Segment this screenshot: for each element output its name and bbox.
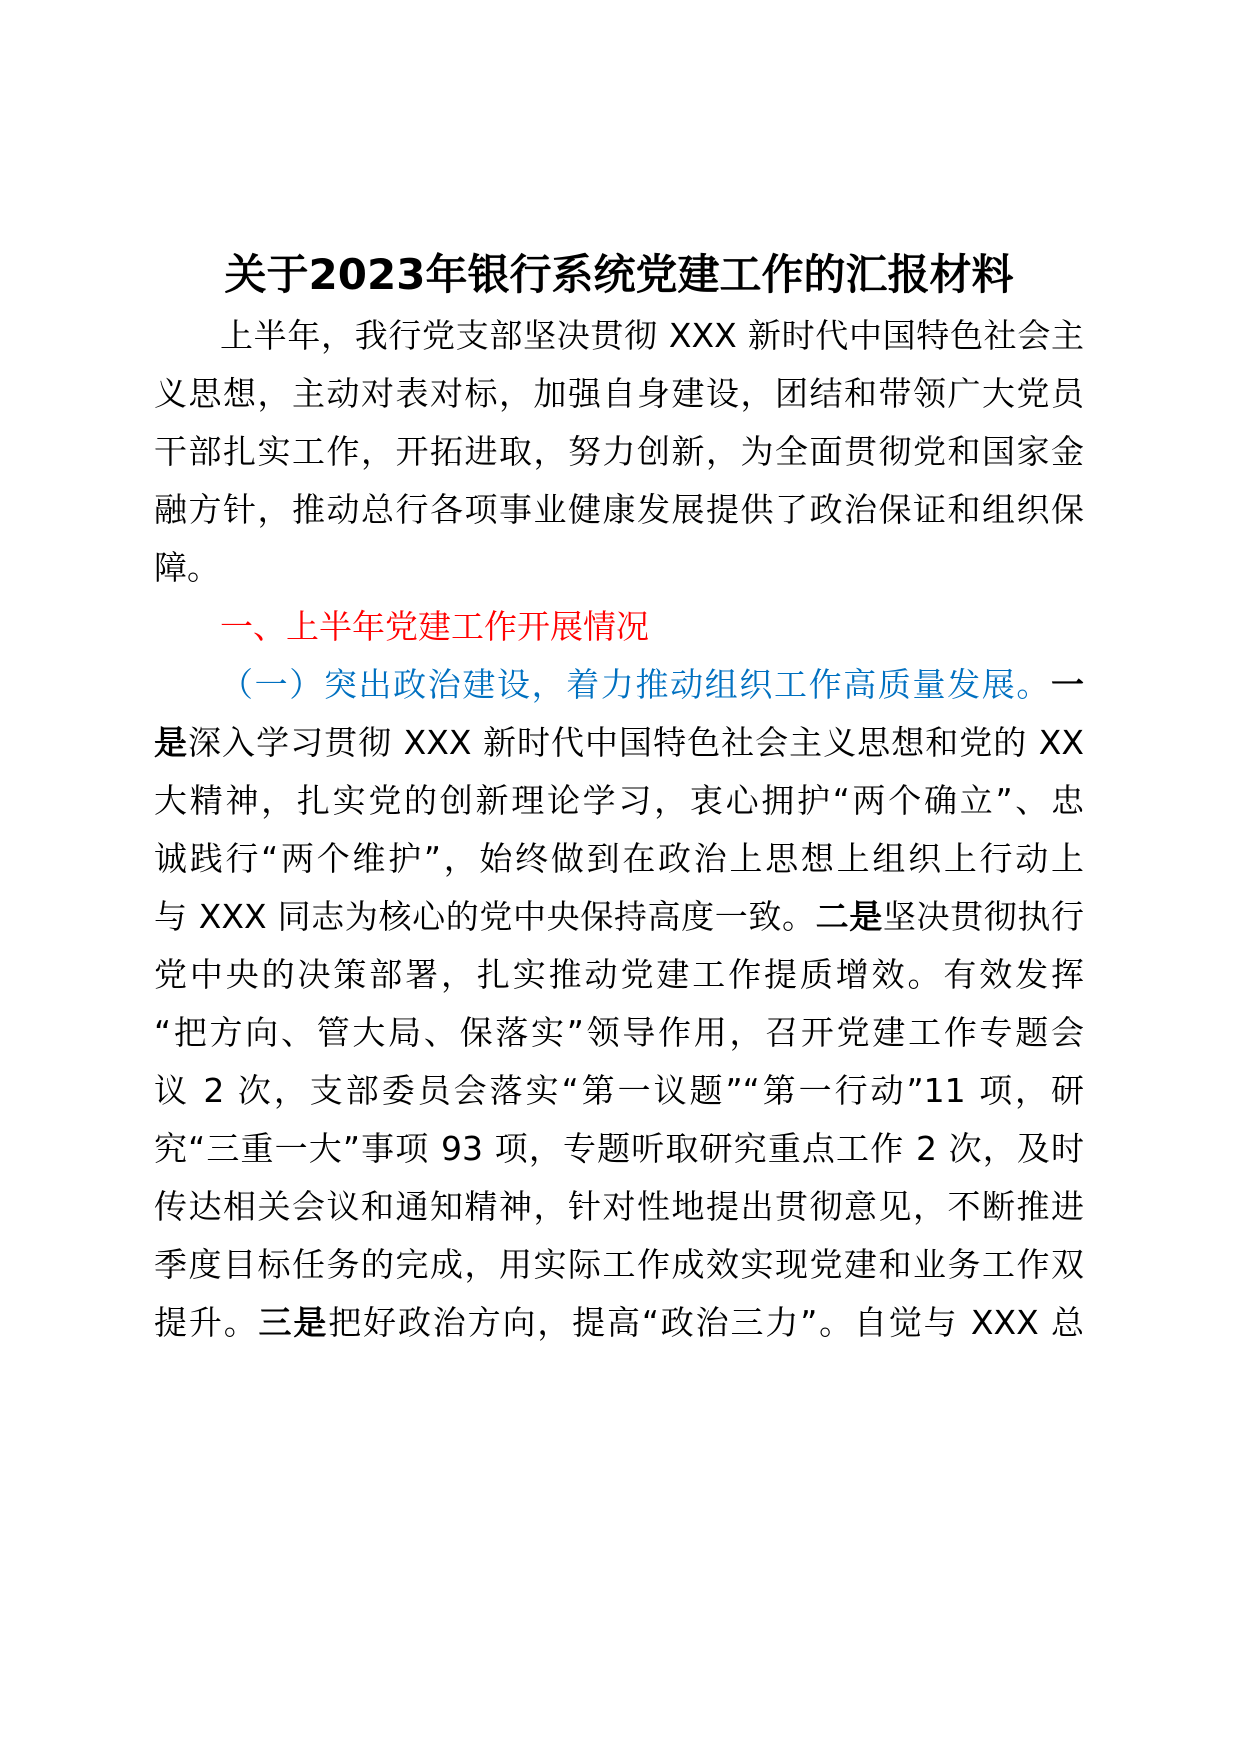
body-line-9: 究“三重一大”事项 93 项，专题听取研究重点工作 2 次，及时 — [154, 1129, 1084, 1168]
body-line-2 — [154, 720, 1084, 766]
body-line-4: 诚践行“两个维护”，始终做到在政治上思想上组织上行动上 — [154, 839, 1084, 878]
point-marker-2: 二是 — [815, 897, 883, 936]
body-line-6: 党中央的决策部署，扎实推动党建工作提质增效。有效发挥 — [154, 955, 1084, 994]
body-line-10: 传达相关会议和通知精神，针对性地提出贯彻意见，不断推进 — [154, 1187, 1084, 1226]
body-line-11: 季度目标任务的完成，用实际工作成效实现党建和业务工作双 — [154, 1245, 1084, 1284]
body-text: 把好政治方向，提高“政治三力”。自觉与 XXX 总 — [328, 1303, 1085, 1342]
body-line-12 — [154, 1300, 1084, 1346]
point-marker-3: 三是 — [258, 1303, 329, 1342]
body-line-7: “把方向、管大局、保落实”领导作用，召开党建工作专题会 — [154, 1013, 1084, 1052]
subsection-heading: （一）突出政治建设，着力推动组织工作高质量发展。 — [220, 665, 1051, 704]
body-line-3: 大精神，扎实党的创新理论学习，衷心拥护“两个确立”、忠 — [154, 781, 1084, 820]
body-line-8: 议 2 次，支部委员会落实“第一议题”“第一行动”11 项，研 — [154, 1071, 1084, 1110]
point-marker-1a: 一 — [1051, 665, 1084, 704]
intro-line-3: 干部扎实工作，开拓进取，努力创新，为全面贯彻党和国家金 — [154, 432, 1084, 471]
intro-line-1: 上半年，我行党支部坚决贯彻 XXX 新时代中国特色社会主 — [220, 316, 1084, 355]
point-marker-1b: 是 — [154, 723, 189, 762]
body-text: 提升。 — [154, 1303, 259, 1342]
subsection-line — [154, 662, 1084, 708]
body-text: 坚决贯彻执行 — [882, 897, 1085, 936]
intro-line-4: 融方针，推动总行各项事业健康发展提供了政治保证和组织保 — [154, 490, 1084, 529]
body-text: 深入学习贯彻 XXX 新时代中国特色社会主义思想和党的 XX — [188, 723, 1085, 762]
intro-line-2: 义思想，主动对表对标，加强自身建设，团结和带领广大党员 — [154, 374, 1084, 413]
document-title: 关于2023年银行系统党建工作的汇报材料 — [224, 250, 1014, 299]
body-line-5 — [154, 894, 1084, 940]
body-text: 与 XXX 同志为核心的党中央保持高度一致。 — [154, 897, 816, 936]
section-heading: 一、上半年党建工作开展情况 — [220, 607, 649, 646]
intro-line-5: 障。 — [154, 548, 220, 587]
